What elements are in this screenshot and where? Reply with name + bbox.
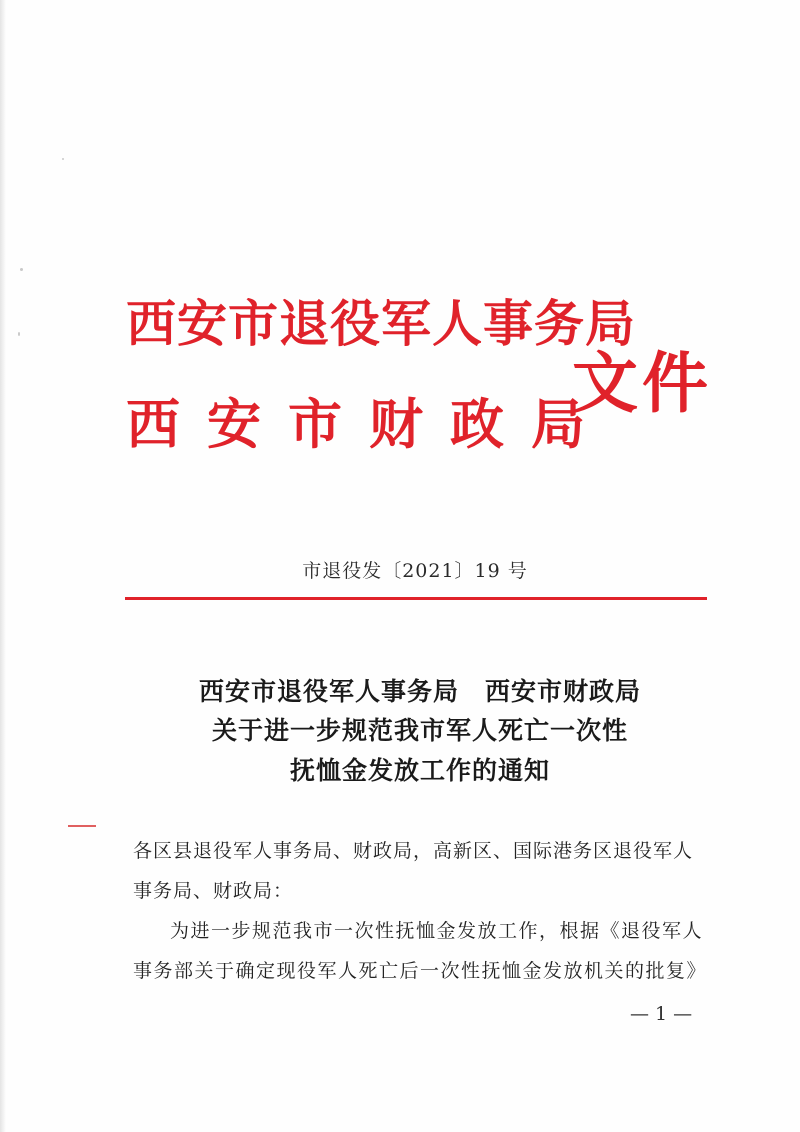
margin-mark bbox=[68, 825, 96, 827]
document-type-label: 文件 bbox=[572, 345, 712, 422]
scan-speck bbox=[18, 332, 20, 336]
document-number: 市退役发〔2021〕19 号 bbox=[302, 560, 528, 582]
body-line-1: 各区县退役军人事务局、财政局，高新区、国际港务区退役军人 bbox=[133, 840, 694, 862]
body-line-3: 为进一步规范我市一次性抚恤金发放工作，根据《退役军人 bbox=[170, 920, 704, 942]
body-line-4: 事务部关于确定现役军人死亡后一次性抚恤金发放机关的批复》 bbox=[133, 960, 708, 982]
issuing-org-line-2: 西安市财政局 bbox=[126, 393, 612, 456]
body-line-2: 事务局、财政局： bbox=[133, 880, 294, 902]
page-number: — 1 — bbox=[630, 1003, 693, 1025]
title-line-1: 西安市退役军人事务局 西安市财政局 bbox=[198, 677, 641, 706]
title-line-2: 关于进一步规范我市军人死亡一次性 bbox=[211, 716, 628, 745]
scan-speck bbox=[62, 158, 64, 160]
issuing-org-line-1: 西安市退役军人事务局 bbox=[126, 295, 636, 353]
scan-speck bbox=[20, 268, 23, 271]
red-separator-rule bbox=[125, 597, 707, 600]
title-line-3: 抚恤金发放工作的通知 bbox=[289, 756, 550, 785]
